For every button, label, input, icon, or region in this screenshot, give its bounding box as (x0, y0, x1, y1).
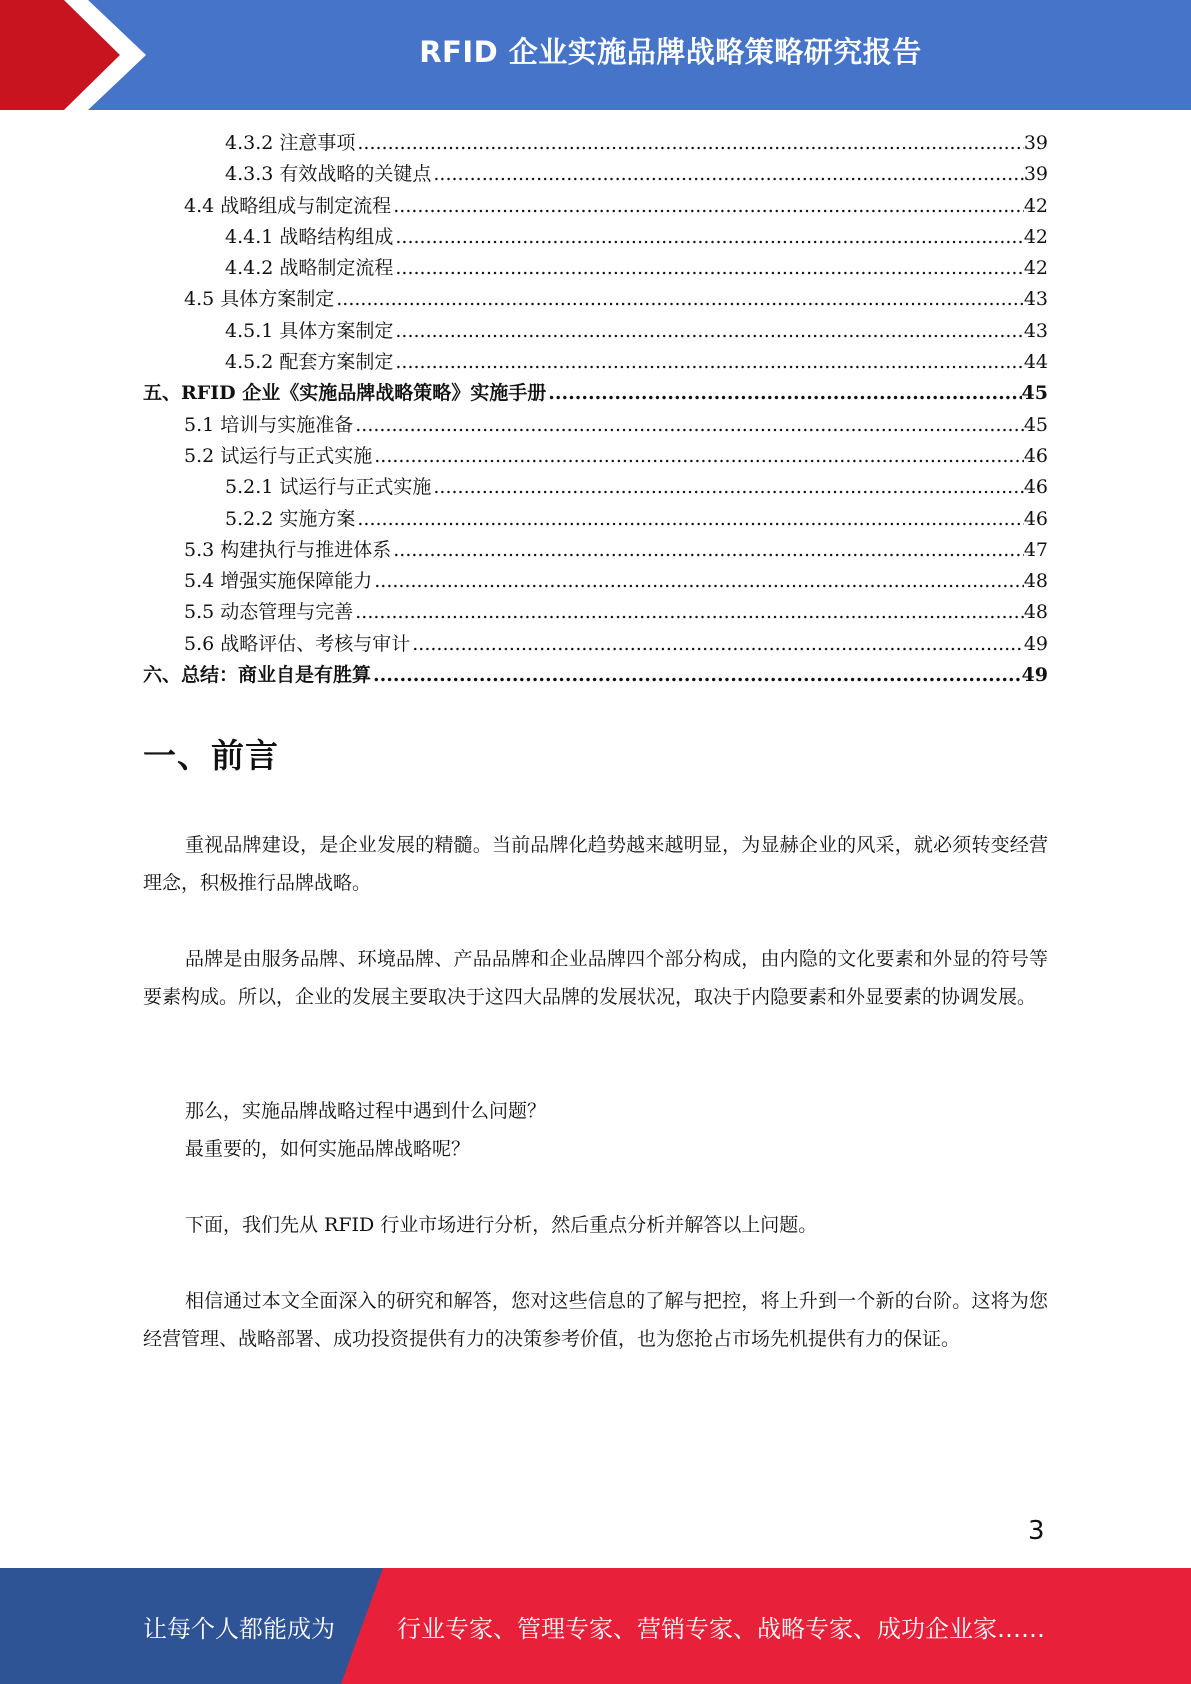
toc-leader-dots (357, 128, 1023, 159)
body-paragraph: 那么，实施品牌战略过程中遇到什么问题？ (185, 1100, 547, 1122)
toc-entry[interactable] (143, 597, 1048, 628)
toc-entry-page: 44 (1023, 351, 1048, 374)
toc-entry[interactable] (143, 441, 1048, 472)
toc-entry-label: 5.2.2 实施方案 (225, 507, 356, 530)
page-footer (0, 1568, 1191, 1684)
toc-entry[interactable] (143, 191, 1048, 222)
toc-entry-page: 45 (1023, 413, 1048, 436)
toc-entry[interactable] (143, 504, 1048, 535)
toc-entry[interactable] (143, 284, 1048, 315)
toc-leader-dots (374, 441, 1024, 472)
body-paragraph: 品牌是由服务品牌、环境品牌、产品品牌和企业品牌四个部分构成，由内隐的文化要素和外显的符号等要素构成。所以，企业的发展主要取决于这四大品牌的发展状况，取决于内隐要素和外显要素的协调发展。 (143, 948, 1048, 1008)
body-paragraph: 最重要的，如何实施品牌战略呢？ (185, 1138, 471, 1160)
toc-entry-page: 49 (1021, 664, 1048, 687)
toc-entry-label: 4.3.2 注意事项 (225, 132, 356, 154)
toc-entry[interactable] (143, 566, 1048, 597)
toc-entry[interactable] (143, 410, 1048, 441)
toc-leader-dots (433, 472, 1023, 503)
toc-entry-label: 4.5.1 具体方案制定 (225, 319, 394, 342)
toc-entry-page: 39 (1023, 132, 1048, 154)
body-paragraph: 相信通过本文全面深入的研究和解答，您对这些信息的了解与把控，将上升到一个新的台阶。这将为您经营管理、战略部署、成功投资提供有力的决策参考价值，也为您抢占市场先机提供有力的保证。 (143, 1290, 1048, 1350)
toc-entry-label: 4.4.1 战略结构组成 (225, 225, 394, 248)
toc-entry-label: 4.4.2 战略制定流程 (225, 257, 394, 280)
toc-entry-page: 48 (1023, 570, 1048, 593)
toc-leader-dots (395, 253, 1023, 284)
toc-entry-page: 48 (1023, 601, 1048, 624)
toc-leader-dots (374, 566, 1024, 597)
toc-entry[interactable] (143, 535, 1048, 566)
toc-entry-label: 5.1 培训与实施准备 (184, 413, 354, 436)
toc-entry-label: 5.4 增强实施保障能力 (184, 570, 373, 593)
toc-entry[interactable] (143, 472, 1048, 503)
toc-entry-page: 39 (1023, 163, 1048, 186)
toc-leader-dots (395, 347, 1023, 378)
toc-leader-dots (412, 629, 1024, 660)
toc-entry[interactable] (143, 316, 1048, 347)
footer-slogan-left: 让每个人都能成为 (143, 1614, 335, 1643)
section-heading: 一、前言 (143, 736, 279, 775)
toc-entry[interactable] (143, 660, 1048, 691)
toc-entry-label: 5.3 构建执行与推进体系 (184, 538, 392, 561)
footer-slogan-right: 行业专家、管理专家、营销专家、战略专家、成功企业家…… (397, 1614, 1045, 1643)
toc-entry-label: 4.4 战略组成与制定流程 (184, 194, 392, 217)
toc-entry-page: 42 (1023, 257, 1048, 280)
toc-entry-page: 46 (1023, 444, 1048, 467)
toc-entry[interactable] (143, 128, 1048, 159)
toc-entry-page: 47 (1023, 538, 1048, 561)
toc-entry[interactable] (143, 629, 1048, 660)
toc-leader-dots (336, 284, 1024, 315)
toc-entry-label: 5.2.1 试运行与正式实施 (225, 476, 432, 499)
toc-entry-label: 4.3.3 有效战略的关键点 (225, 163, 432, 186)
toc-leader-dots (548, 378, 1021, 409)
toc-entry-label: 5.2 试运行与正式实施 (184, 444, 373, 467)
toc-entry[interactable] (143, 159, 1048, 190)
body-paragraph: 下面，我们先从 RFID 行业市场进行分析，然后重点分析并解答以上问题。 (185, 1214, 818, 1236)
toc-leader-dots (393, 535, 1024, 566)
header-title: RFID 企业实施品牌战略策略研究报告 (419, 34, 922, 69)
toc-entry-page: 43 (1023, 319, 1048, 342)
toc-leader-dots (393, 191, 1024, 222)
toc-entry-page: 42 (1023, 225, 1048, 248)
toc-entry-label: 4.5 具体方案制定 (184, 288, 335, 311)
page-header (0, 0, 1191, 110)
toc-entry-page: 46 (1023, 476, 1048, 499)
toc-entry-label: 4.5.2 配套方案制定 (225, 351, 394, 374)
toc-leader-dots (433, 159, 1023, 190)
toc-entry[interactable] (143, 378, 1048, 409)
table-of-contents (143, 128, 1048, 691)
toc-entry-page: 49 (1023, 632, 1048, 655)
toc-entry-page: 43 (1023, 288, 1048, 311)
toc-leader-dots (373, 660, 1022, 691)
page-number: 3 (1028, 1516, 1045, 1546)
toc-entry-label: 六、总结：商业自是有胜算 (143, 664, 372, 687)
toc-entry[interactable] (143, 347, 1048, 378)
toc-entry[interactable] (143, 222, 1048, 253)
body-paragraph: 重视品牌建设，是企业发展的精髓。当前品牌化趋势越来越明显，为显赫企业的风采，就必须转变经营理念，积极推行品牌战略。 (143, 834, 1048, 894)
toc-leader-dots (395, 222, 1023, 253)
toc-entry-label: 5.5 动态管理与完善 (184, 601, 354, 624)
toc-entry[interactable] (143, 253, 1048, 284)
toc-entry-page: 46 (1023, 507, 1048, 530)
toc-leader-dots (355, 410, 1024, 441)
toc-leader-dots (395, 316, 1023, 347)
toc-entry-label: 五、RFID 企业《实施品牌战略策略》实施手册 (143, 382, 547, 405)
toc-entry-page: 42 (1023, 194, 1048, 217)
toc-entry-page: 45 (1021, 382, 1048, 405)
toc-entry-label: 5.6 战略评估、考核与审计 (184, 632, 411, 655)
toc-leader-dots (355, 597, 1024, 628)
toc-leader-dots (357, 504, 1023, 535)
